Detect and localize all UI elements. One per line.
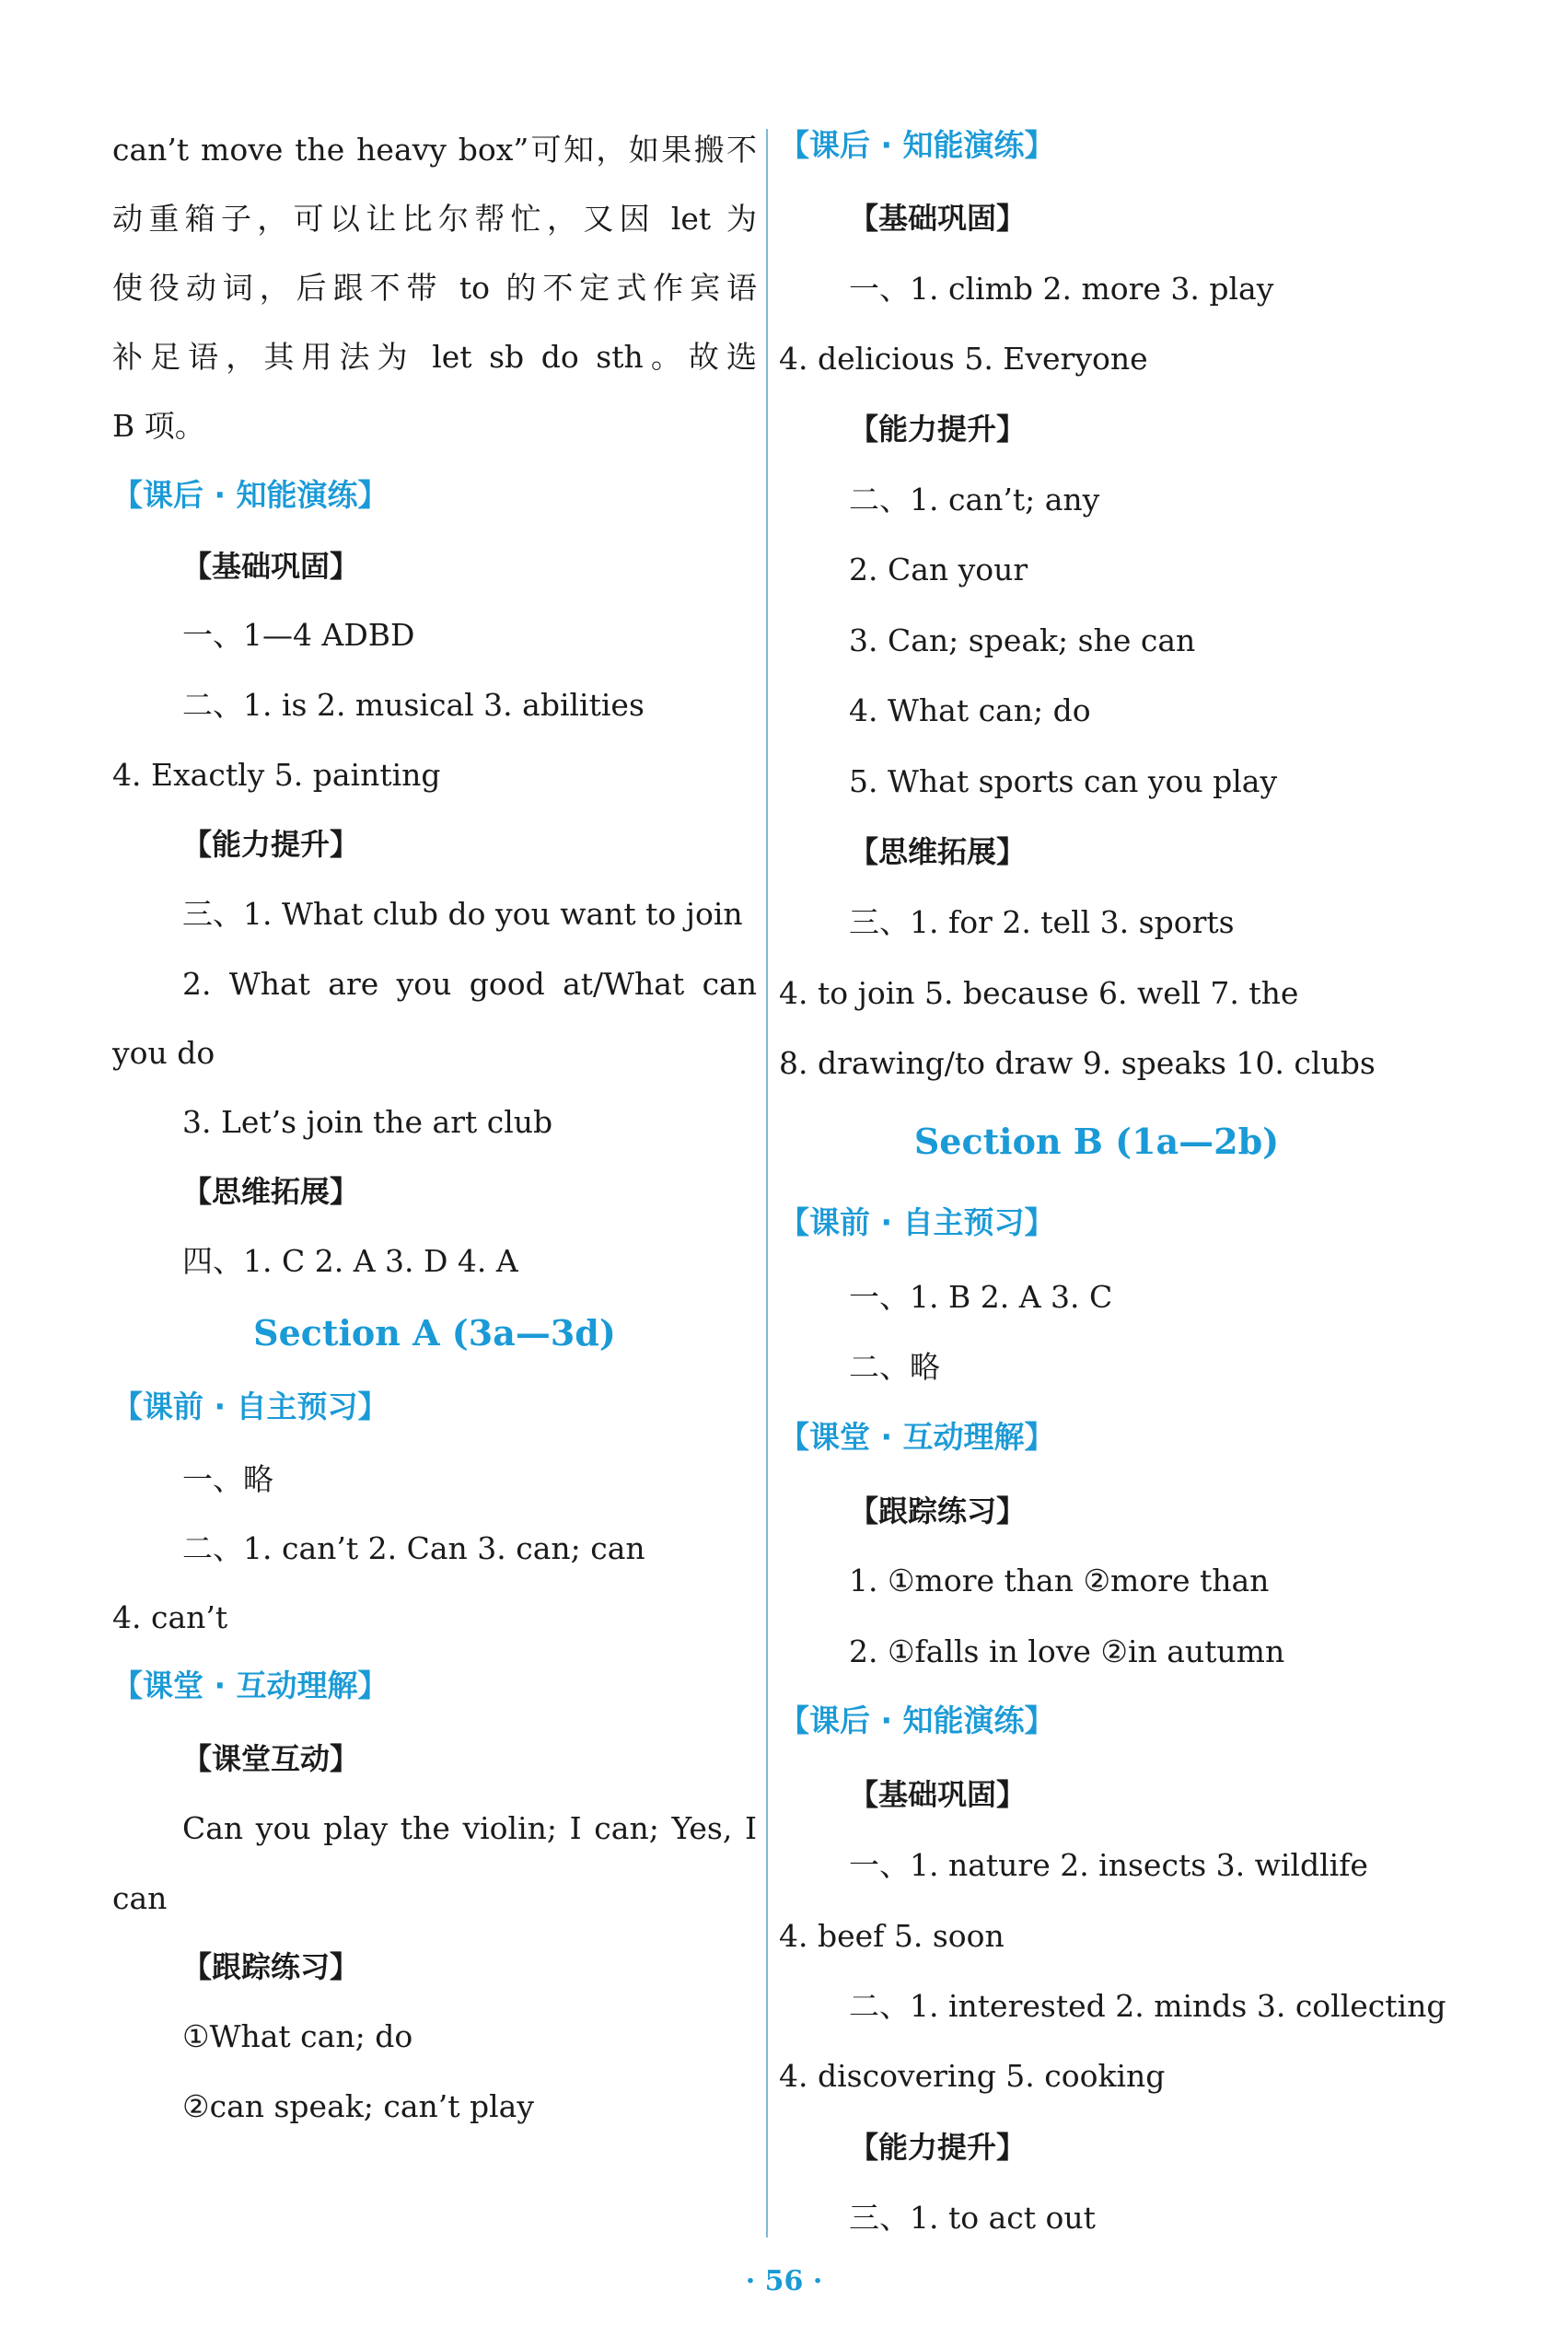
answer-line: 一、1. climb 2. more 3. play — [849, 271, 1274, 307]
answer-line: 2. Can your — [849, 552, 1028, 587]
subheading-ability: 【能力提升】 — [182, 827, 360, 862]
answer-line: 4. What can; do — [849, 692, 1091, 728]
section-heading-before-class: 【课前 · 自主预习】 — [112, 1389, 389, 1424]
answer-line: 4. to join 5. because 6. well 7. the — [779, 975, 1299, 1011]
subheading-basic: 【基础巩固】 — [849, 1777, 1027, 1812]
subheading-practice: 【跟踪练习】 — [849, 1493, 1027, 1528]
answer-line: 3. Let’s join the art club — [182, 1104, 553, 1140]
subheading-basic: 【基础巩固】 — [849, 201, 1027, 236]
answer-line: 2. What are you good at/What can — [182, 966, 757, 1002]
answer-line: 二、略 — [849, 1349, 940, 1385]
answer-line: ②can speak; can’t play — [182, 2088, 534, 2124]
answer-line: 一、略 — [182, 1461, 273, 1497]
answer-line: 8. drawing/to draw 9. speaks 10. clubs — [779, 1045, 1376, 1081]
text-line: B 项。 — [112, 408, 205, 444]
answer-line: 4. beef 5. soon — [779, 1918, 1005, 1954]
answer-line: 4. Exactly 5. painting — [112, 757, 441, 793]
answer-line: 二、1. interested 2. minds 3. collecting — [849, 1988, 1446, 2024]
section-heading-after-class: 【课后 · 知能演练】 — [779, 127, 1055, 163]
text-line: can’t move the heavy box”可知，如果搬不 — [112, 132, 757, 168]
answer-line: 一、1. B 2. A 3. C — [849, 1279, 1113, 1315]
section-heading-in-class: 【课堂 · 互动理解】 — [779, 1419, 1055, 1455]
answer-line: 4. can’t — [112, 1599, 228, 1635]
answer-line: 二、1. can’t 2. Can 3. can; can — [182, 1530, 645, 1566]
answer-line: 一、1—4 ADBD — [182, 617, 415, 653]
subheading-extension: 【思维拓展】 — [849, 834, 1027, 869]
answer-line: Can you play the violin; I can; Yes, I — [182, 1810, 757, 1846]
answer-line: 4. delicious 5. Everyone — [779, 341, 1148, 377]
section-heading-after-class: 【课后 · 知能演练】 — [779, 1703, 1055, 1738]
subheading-ability: 【能力提升】 — [849, 412, 1027, 447]
column-divider — [766, 129, 768, 2237]
answer-line: can — [112, 1880, 168, 1916]
subheading-practice: 【跟踪练习】 — [182, 1949, 360, 1984]
section-heading-in-class: 【课堂 · 互动理解】 — [112, 1668, 389, 1703]
answer-line: 2. ①falls in love ②in autumn — [849, 1633, 1285, 1669]
page-number: · 56 · — [745, 2265, 823, 2297]
answer-line: 一、1. nature 2. insects 3. wildlife — [849, 1847, 1368, 1883]
section-title: Section B (1a—2b) — [913, 1121, 1280, 1162]
answer-line: 3. Can; speak; she can — [849, 622, 1196, 658]
answer-line: 四、1. C 2. A 3. D 4. A — [182, 1243, 518, 1279]
subheading-extension: 【思维拓展】 — [182, 1174, 360, 1209]
answer-line: 三、1. to act out — [849, 2200, 1096, 2236]
subheading-interaction: 【课堂互动】 — [182, 1741, 360, 1776]
section-heading-after-class: 【课后 · 知能演练】 — [112, 477, 389, 513]
answer-line: you do — [112, 1035, 215, 1071]
answer-line: ①What can; do — [182, 2018, 413, 2054]
answer-line: 三、1. What club do you want to join — [182, 896, 743, 932]
text-line: 使役动词，后跟不带 to 的不定式作宾语 — [112, 270, 757, 306]
subheading-ability: 【能力提升】 — [849, 2130, 1027, 2165]
answer-line: 5. What sports can you play — [849, 763, 1278, 799]
text-line: 动重箱子，可以让比尔帮忙，又因 let 为 — [112, 201, 757, 237]
subheading-basic: 【基础巩固】 — [182, 549, 360, 584]
text-line: 补足语，其用法为 let sb do sth。故选 — [112, 339, 757, 375]
section-title: Section A (3a—3d) — [253, 1312, 616, 1354]
answer-line: 4. discovering 5. cooking — [779, 2058, 1166, 2094]
answer-line: 二、1. can’t; any — [849, 482, 1100, 517]
answer-line: 1. ①more than ②more than — [849, 1563, 1270, 1598]
section-heading-before-class: 【课前 · 自主预习】 — [779, 1204, 1055, 1240]
answer-line: 二、1. is 2. musical 3. abilities — [182, 687, 645, 723]
answer-line: 三、1. for 2. tell 3. sports — [849, 904, 1235, 940]
